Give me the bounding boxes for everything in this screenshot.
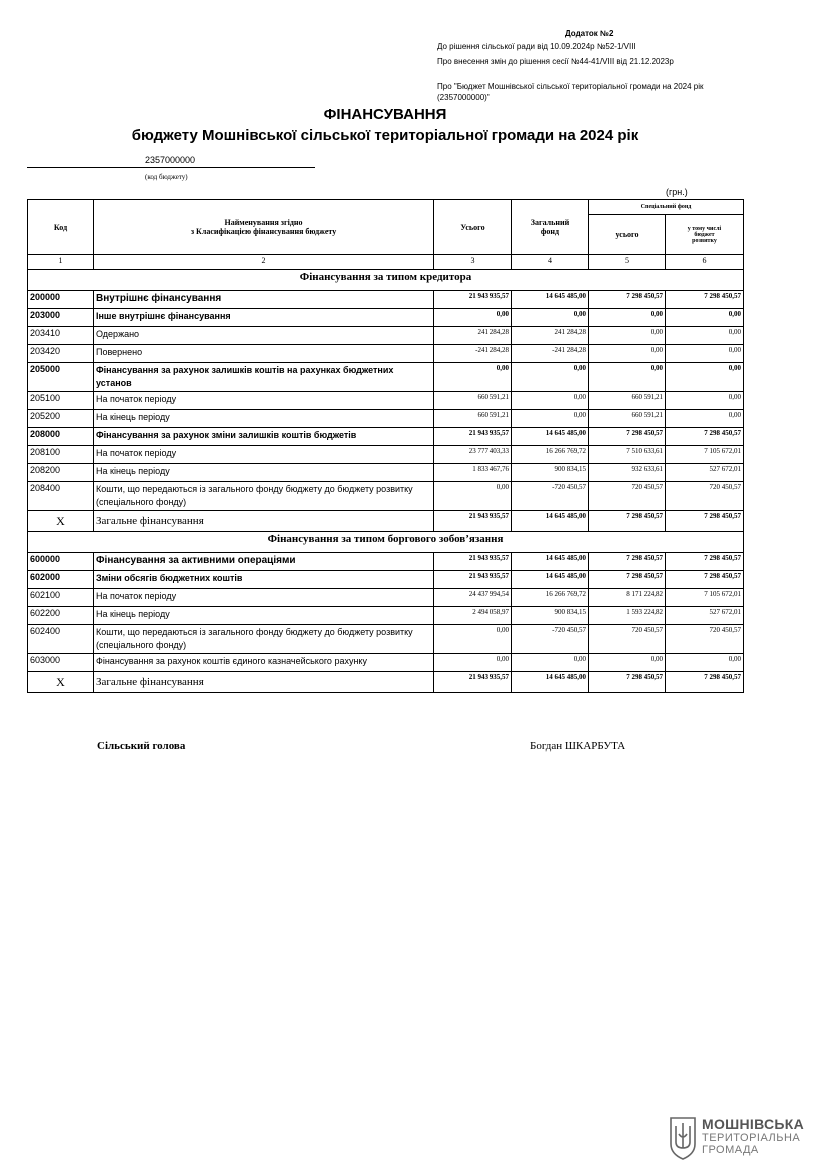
budget-code: 2357000000 bbox=[145, 155, 196, 165]
row-name: Фінансування за рахунок зміни залишків коштів бюджетів bbox=[94, 428, 434, 446]
row-development-budget: 7 298 450,57 bbox=[666, 428, 744, 446]
table-row bbox=[28, 446, 744, 464]
column-number: 1 bbox=[28, 255, 94, 270]
row-name: Фінансування за рахунок коштів єдиного казначейського рахунку bbox=[94, 654, 434, 672]
row-total: 0,00 bbox=[434, 363, 512, 392]
row-special-fund: 7 298 450,57 bbox=[589, 553, 666, 571]
row-name: Внутрішнє фінансування bbox=[94, 291, 434, 309]
row-code: 208100 bbox=[28, 446, 94, 464]
column-number: 5 bbox=[589, 255, 666, 270]
row-code: 602000 bbox=[28, 571, 94, 589]
row-total: -241 284,28 bbox=[434, 345, 512, 363]
document-subtitle: бюджету Мошнівської сільської територіальної громади на 2024 рік bbox=[131, 127, 639, 144]
total-special-fund: 7 298 450,57 bbox=[589, 672, 666, 693]
total-general-fund: 14 645 485,00 bbox=[512, 511, 589, 532]
row-special-fund: 1 593 224,82 bbox=[589, 607, 666, 625]
row-code: 203410 bbox=[28, 327, 94, 345]
row-special-fund: 7 298 450,57 bbox=[589, 291, 666, 309]
table-row bbox=[28, 345, 744, 363]
table-row bbox=[28, 654, 744, 672]
row-development-budget: 720 450,57 bbox=[666, 482, 744, 511]
row-special-fund: 7 510 633,61 bbox=[589, 446, 666, 464]
row-code: 208400 bbox=[28, 482, 94, 511]
annex-line: (2357000000)" bbox=[437, 93, 490, 102]
row-name: На кінець періоду bbox=[94, 464, 434, 482]
column-number: 4 bbox=[512, 255, 589, 270]
annex-line: Про "Бюджет Мошнівської сільської територіальної громади на 2024 рік bbox=[437, 82, 704, 91]
financing-table bbox=[27, 199, 744, 693]
row-code: 208000 bbox=[28, 428, 94, 446]
row-total: 0,00 bbox=[434, 654, 512, 672]
header-dev-line2: бюджет bbox=[694, 231, 715, 238]
row-general-fund: 16 266 769,72 bbox=[512, 589, 589, 607]
row-special-fund: 720 450,57 bbox=[589, 625, 666, 654]
row-general-fund: 900 834,15 bbox=[512, 607, 589, 625]
row-total: 0,00 bbox=[434, 309, 512, 327]
header-total: Усього bbox=[434, 200, 512, 255]
row-total: 23 777 403,33 bbox=[434, 446, 512, 464]
header-name-line2: з Класифікацією фінансування бюджету bbox=[190, 227, 337, 236]
row-general-fund: -241 284,28 bbox=[512, 345, 589, 363]
row-development-budget: 0,00 bbox=[666, 363, 744, 392]
annex-line: До рішення сільської ради від 10.09.2024р №52-1/VIII bbox=[437, 42, 636, 51]
row-special-fund: 8 171 224,82 bbox=[589, 589, 666, 607]
row-general-fund: -720 450,57 bbox=[512, 625, 589, 654]
row-general-fund: 0,00 bbox=[512, 654, 589, 672]
section-header-row bbox=[28, 532, 744, 553]
row-development-budget: 7 105 672,01 bbox=[666, 446, 744, 464]
row-development-budget: 7 298 450,57 bbox=[666, 553, 744, 571]
row-development-budget: 0,00 bbox=[666, 309, 744, 327]
logo-text-line3: ГРОМАДА bbox=[702, 1144, 759, 1156]
table-row bbox=[28, 327, 744, 345]
row-code: 602100 bbox=[28, 589, 94, 607]
header-dev-line3: розвитку bbox=[692, 237, 717, 244]
row-total: 1 833 467,76 bbox=[434, 464, 512, 482]
row-code: 600000 bbox=[28, 553, 94, 571]
row-development-budget: 720 450,57 bbox=[666, 625, 744, 654]
header-special-total: усього bbox=[589, 215, 666, 255]
document-title: ФІНАНСУВАННЯ bbox=[323, 106, 447, 123]
row-special-fund: 932 633,61 bbox=[589, 464, 666, 482]
row-general-fund: 0,00 bbox=[512, 309, 589, 327]
logo-text-line2: ТЕРИТОРІАЛЬНА bbox=[702, 1132, 801, 1144]
budget-code-caption: (код бюджету) bbox=[145, 173, 188, 181]
row-special-fund: 7 298 450,57 bbox=[589, 571, 666, 589]
table-row bbox=[28, 464, 744, 482]
row-code: 203420 bbox=[28, 345, 94, 363]
row-name: На початок періоду bbox=[94, 446, 434, 464]
header-general bbox=[512, 200, 589, 255]
row-total: 21 943 935,57 bbox=[434, 571, 512, 589]
total-sum: 21 943 935,57 bbox=[434, 511, 512, 532]
total-mark: X bbox=[28, 511, 94, 532]
row-code: 200000 bbox=[28, 291, 94, 309]
header-general-line2: фонд bbox=[540, 227, 560, 236]
row-total: 660 591,21 bbox=[434, 410, 512, 428]
column-number: 6 bbox=[666, 255, 744, 270]
row-name: На початок періоду bbox=[94, 392, 434, 410]
row-code: 205000 bbox=[28, 363, 94, 392]
row-development-budget: 527 672,01 bbox=[666, 464, 744, 482]
row-name: Повернено bbox=[94, 345, 434, 363]
row-general-fund: 0,00 bbox=[512, 410, 589, 428]
row-development-budget: 0,00 bbox=[666, 392, 744, 410]
row-name: Одержано bbox=[94, 327, 434, 345]
column-numbers-row bbox=[28, 255, 744, 270]
row-general-fund: 14 645 485,00 bbox=[512, 571, 589, 589]
row-general-fund: 0,00 bbox=[512, 392, 589, 410]
row-code: 602400 bbox=[28, 625, 94, 654]
row-code: 205100 bbox=[28, 392, 94, 410]
table-row bbox=[28, 553, 744, 571]
row-development-budget: 7 298 450,57 bbox=[666, 571, 744, 589]
total-sum: 21 943 935,57 bbox=[434, 672, 512, 693]
row-development-budget: 0,00 bbox=[666, 410, 744, 428]
row-name: Кошти, що передаються із загального фонду бюджету до бюджету розвитку (спеціального фонду) bbox=[94, 482, 434, 511]
table-row bbox=[28, 625, 744, 654]
row-code: 208200 bbox=[28, 464, 94, 482]
section-title: Фінансування за типом кредитора bbox=[28, 270, 744, 291]
total-name: Загальне фінансування bbox=[94, 511, 434, 532]
row-total: 0,00 bbox=[434, 625, 512, 654]
total-row bbox=[28, 672, 744, 693]
table-row bbox=[28, 589, 744, 607]
row-special-fund: 7 298 450,57 bbox=[589, 428, 666, 446]
row-name: Кошти, що передаються із загального фонду бюджету до бюджету розвитку (спеціального фонду) bbox=[94, 625, 434, 654]
row-general-fund: -720 450,57 bbox=[512, 482, 589, 511]
total-development-budget: 7 298 450,57 bbox=[666, 672, 744, 693]
header-special: Спеціальний фонд bbox=[589, 200, 744, 215]
row-special-fund: 0,00 bbox=[589, 327, 666, 345]
budget-code-underline bbox=[27, 167, 315, 168]
row-total: 241 284,28 bbox=[434, 327, 512, 345]
logo-text-line1: МОШНІВСЬКА bbox=[702, 1116, 805, 1132]
row-total: 21 943 935,57 bbox=[434, 291, 512, 309]
row-name: На початок періоду bbox=[94, 589, 434, 607]
total-development-budget: 7 298 450,57 bbox=[666, 511, 744, 532]
table-row bbox=[28, 309, 744, 327]
row-special-fund: 660 591,21 bbox=[589, 410, 666, 428]
header-name-line1: Найменування згідно bbox=[224, 218, 303, 227]
row-name: На кінець періоду bbox=[94, 410, 434, 428]
row-name: Інше внутрішнє фінансування bbox=[94, 309, 434, 327]
row-special-fund: 0,00 bbox=[589, 363, 666, 392]
header-code: Код bbox=[28, 200, 94, 255]
table-row bbox=[28, 571, 744, 589]
row-special-fund: 0,00 bbox=[589, 309, 666, 327]
total-mark: X bbox=[28, 672, 94, 693]
row-code: 203000 bbox=[28, 309, 94, 327]
row-total: 24 437 994,54 bbox=[434, 589, 512, 607]
header-name bbox=[94, 200, 434, 255]
row-general-fund: 14 645 485,00 bbox=[512, 428, 589, 446]
row-special-fund: 0,00 bbox=[589, 345, 666, 363]
currency-unit: (грн.) bbox=[666, 187, 688, 197]
total-name: Загальне фінансування bbox=[94, 672, 434, 693]
row-total: 2 494 058,97 bbox=[434, 607, 512, 625]
row-code: 602200 bbox=[28, 607, 94, 625]
row-special-fund: 0,00 bbox=[589, 654, 666, 672]
header-dev-line1: у тому числі bbox=[687, 225, 722, 232]
row-name: Зміни обсягів бюджетних коштів bbox=[94, 571, 434, 589]
row-development-budget: 7 298 450,57 bbox=[666, 291, 744, 309]
row-general-fund: 16 266 769,72 bbox=[512, 446, 589, 464]
section-title: Фінансування за типом боргового зобов’язання bbox=[28, 532, 744, 553]
row-general-fund: 241 284,28 bbox=[512, 327, 589, 345]
row-total: 0,00 bbox=[434, 482, 512, 511]
row-general-fund: 900 834,15 bbox=[512, 464, 589, 482]
row-total: 660 591,21 bbox=[434, 392, 512, 410]
annex-title: Додаток №2 bbox=[565, 29, 614, 38]
signature-name: Богдан ШКАРБУТА bbox=[530, 740, 626, 752]
table-row bbox=[28, 482, 744, 511]
table-row bbox=[28, 291, 744, 309]
annex-line: Про внесення змін до рішення сесії №44-41/VIII від 21.12.2023р bbox=[437, 57, 674, 66]
row-general-fund: 14 645 485,00 bbox=[512, 553, 589, 571]
trident-icon bbox=[668, 1114, 698, 1160]
row-development-budget: 7 105 672,01 bbox=[666, 589, 744, 607]
row-total: 21 943 935,57 bbox=[434, 553, 512, 571]
table-row bbox=[28, 428, 744, 446]
column-number: 2 bbox=[94, 255, 434, 270]
section-header-row bbox=[28, 270, 744, 291]
row-development-budget: 0,00 bbox=[666, 654, 744, 672]
row-name: Фінансування за рахунок залишків коштів на рахунках бюджетних установ bbox=[94, 363, 434, 392]
row-development-budget: 0,00 bbox=[666, 327, 744, 345]
row-total: 21 943 935,57 bbox=[434, 428, 512, 446]
table-row bbox=[28, 392, 744, 410]
community-logo bbox=[668, 1114, 808, 1160]
header-development bbox=[666, 215, 744, 255]
row-special-fund: 720 450,57 bbox=[589, 482, 666, 511]
total-special-fund: 7 298 450,57 bbox=[589, 511, 666, 532]
row-name: На кінець періоду bbox=[94, 607, 434, 625]
total-general-fund: 14 645 485,00 bbox=[512, 672, 589, 693]
header-general-line1: Загальний bbox=[530, 218, 570, 227]
row-special-fund: 660 591,21 bbox=[589, 392, 666, 410]
column-number: 3 bbox=[434, 255, 512, 270]
table-row bbox=[28, 607, 744, 625]
row-development-budget: 0,00 bbox=[666, 345, 744, 363]
row-name: Фінансування за активними операціями bbox=[94, 553, 434, 571]
row-code: 205200 bbox=[28, 410, 94, 428]
row-development-budget: 527 672,01 bbox=[666, 607, 744, 625]
row-code: 603000 bbox=[28, 654, 94, 672]
table-row bbox=[28, 363, 744, 392]
total-row bbox=[28, 511, 744, 532]
row-general-fund: 0,00 bbox=[512, 363, 589, 392]
signature-role: Сільський голова bbox=[97, 740, 186, 752]
table-row bbox=[28, 410, 744, 428]
row-general-fund: 14 645 485,00 bbox=[512, 291, 589, 309]
